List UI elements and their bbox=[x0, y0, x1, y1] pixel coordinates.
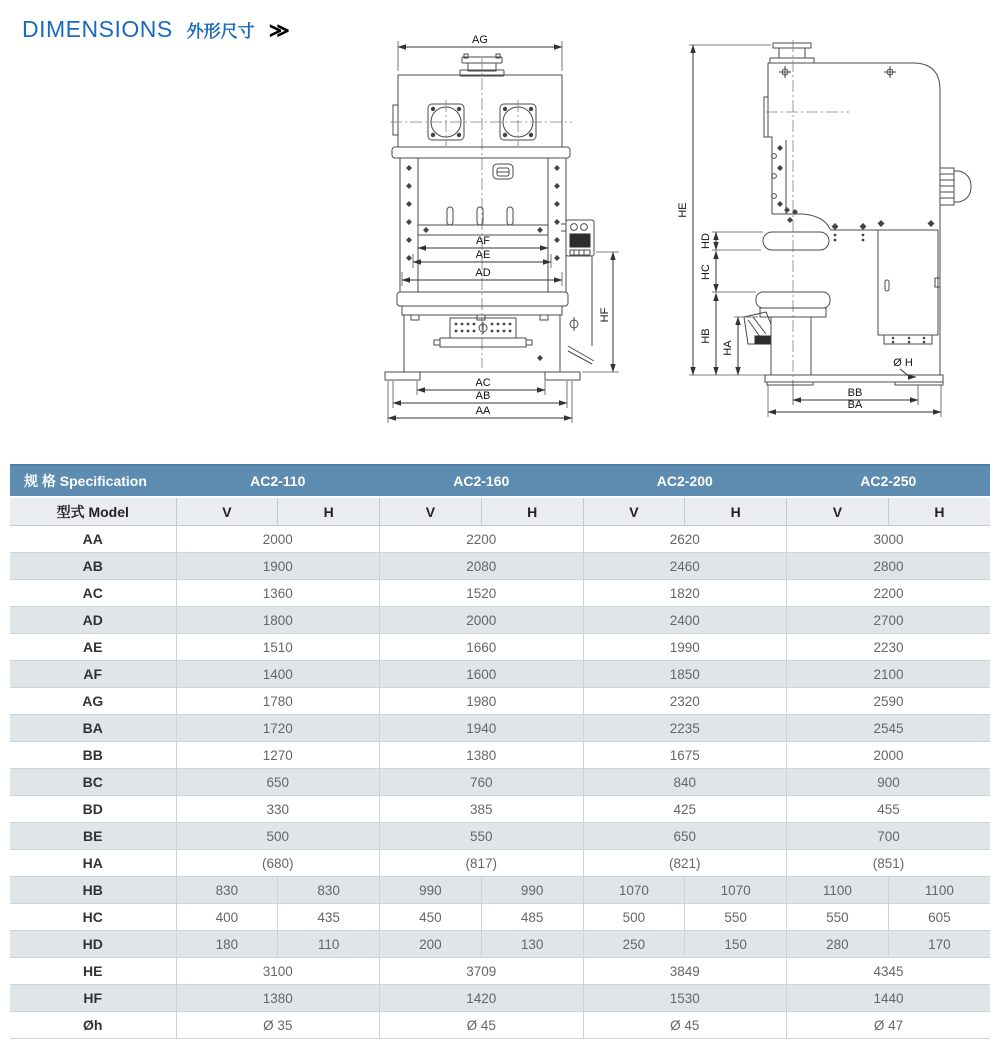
table-header-row bbox=[10, 465, 990, 497]
subcol-h: H bbox=[278, 497, 380, 526]
dimension-value: 180 bbox=[176, 931, 278, 958]
dimension-value: 1675 bbox=[583, 742, 787, 769]
dimension-value: 330 bbox=[176, 796, 380, 823]
dimension-value: 2700 bbox=[787, 607, 991, 634]
dimension-value: 2460 bbox=[583, 553, 787, 580]
dimension-value: 990 bbox=[481, 877, 583, 904]
model-header-3: AC2-200 bbox=[583, 465, 787, 497]
dimension-value: 840 bbox=[583, 769, 787, 796]
dimension-value: 2545 bbox=[787, 715, 991, 742]
table-row bbox=[10, 823, 990, 850]
dimension-value: 3849 bbox=[583, 958, 787, 985]
dimension-value: (680) bbox=[176, 850, 380, 877]
dimension-value: 830 bbox=[176, 877, 278, 904]
table-row bbox=[10, 769, 990, 796]
table-row bbox=[10, 1012, 990, 1039]
dimension-value: 4345 bbox=[787, 958, 991, 985]
dimension-value: 200 bbox=[380, 931, 482, 958]
table-row bbox=[10, 958, 990, 985]
dimension-value: 2230 bbox=[787, 634, 991, 661]
dimension-value: 1800 bbox=[176, 607, 380, 634]
dimension-value: 500 bbox=[583, 904, 685, 931]
table-row bbox=[10, 985, 990, 1012]
dim-label-oh: Ø H bbox=[893, 357, 913, 369]
dimension-value: 1990 bbox=[583, 634, 787, 661]
dimension-value: 2000 bbox=[176, 526, 380, 553]
dimension-value: 455 bbox=[787, 796, 991, 823]
pendant-screen bbox=[570, 234, 590, 247]
dimension-value: 2400 bbox=[583, 607, 787, 634]
dim-label-hf: HF bbox=[599, 307, 611, 323]
table-row bbox=[10, 661, 990, 688]
dimension-code: BD bbox=[10, 796, 176, 823]
subcol-h: H bbox=[888, 497, 990, 526]
dimension-value: 1600 bbox=[380, 661, 584, 688]
dim-label-ad: AD bbox=[475, 267, 491, 279]
dimension-value: 1380 bbox=[380, 742, 584, 769]
dimension-value: 700 bbox=[787, 823, 991, 850]
model-header-1: AC2-110 bbox=[176, 465, 380, 497]
dimension-value: Ø 47 bbox=[787, 1012, 991, 1039]
dimension-code: BE bbox=[10, 823, 176, 850]
dimension-value: 650 bbox=[176, 769, 380, 796]
dim-label-ab: AB bbox=[475, 390, 491, 402]
table-row bbox=[10, 877, 990, 904]
dimension-value: 550 bbox=[787, 904, 889, 931]
dimension-value: 1980 bbox=[380, 688, 584, 715]
dimension-code: AD bbox=[10, 607, 176, 634]
dimension-value: 1380 bbox=[176, 985, 380, 1012]
dim-label-hb: HB bbox=[700, 328, 712, 344]
dimension-value: 1440 bbox=[787, 985, 991, 1012]
dim-label-af: AF bbox=[475, 235, 491, 247]
dimension-value: 385 bbox=[380, 796, 584, 823]
dimension-code: AG bbox=[10, 688, 176, 715]
subcol-v: V bbox=[583, 497, 685, 526]
subcol-v: V bbox=[176, 497, 278, 526]
dimension-value: 900 bbox=[787, 769, 991, 796]
dimension-value: 1070 bbox=[685, 877, 787, 904]
dimension-value: 550 bbox=[380, 823, 584, 850]
table-row bbox=[10, 688, 990, 715]
dimension-code: BA bbox=[10, 715, 176, 742]
dimension-code: AC bbox=[10, 580, 176, 607]
dimension-value: 1820 bbox=[583, 580, 787, 607]
dimension-value: 1070 bbox=[583, 877, 685, 904]
dim-label-hc: HC bbox=[700, 264, 712, 280]
table-row bbox=[10, 904, 990, 931]
dim-label-aa: AA bbox=[475, 405, 491, 417]
dimension-code: HD bbox=[10, 931, 176, 958]
dimension-value: 485 bbox=[481, 904, 583, 931]
table-row bbox=[10, 580, 990, 607]
table-row bbox=[10, 607, 990, 634]
dim-label-he: HE bbox=[677, 202, 689, 218]
table-row bbox=[10, 526, 990, 553]
dimension-value: 1780 bbox=[176, 688, 380, 715]
dimension-code: AB bbox=[10, 553, 176, 580]
motor bbox=[940, 168, 971, 205]
page-subtitle: 外形尺寸 bbox=[186, 22, 255, 41]
dimension-value: 1520 bbox=[380, 580, 584, 607]
dimension-value: 650 bbox=[583, 823, 787, 850]
dimensions-table-body bbox=[10, 526, 990, 1039]
dimension-value: (817) bbox=[380, 850, 584, 877]
side-view-dimensions bbox=[677, 45, 941, 417]
dimension-value: 425 bbox=[583, 796, 787, 823]
dim-label-ag: AG bbox=[472, 34, 488, 46]
table-row bbox=[10, 553, 990, 580]
subcol-v: V bbox=[787, 497, 889, 526]
dimension-value: 2235 bbox=[583, 715, 787, 742]
dimension-value: 500 bbox=[176, 823, 380, 850]
subcol-v: V bbox=[380, 497, 482, 526]
dim-label-ha: HA bbox=[722, 340, 734, 356]
dimension-value: 2800 bbox=[787, 553, 991, 580]
dimension-value: 2590 bbox=[787, 688, 991, 715]
dimension-value: 1270 bbox=[176, 742, 380, 769]
dimension-value: (821) bbox=[583, 850, 787, 877]
gib-bolts bbox=[777, 145, 935, 230]
dim-label-hd: HD bbox=[700, 233, 712, 249]
dimension-code: AA bbox=[10, 526, 176, 553]
dimension-value: 170 bbox=[888, 931, 990, 958]
dimension-value: (851) bbox=[787, 850, 991, 877]
dimension-value: 2200 bbox=[787, 580, 991, 607]
dimension-value: 3100 bbox=[176, 958, 380, 985]
dimension-value: 1940 bbox=[380, 715, 584, 742]
dimension-value: 250 bbox=[583, 931, 685, 958]
spec-header: 规 格 Specification bbox=[10, 465, 176, 497]
table-row bbox=[10, 796, 990, 823]
table-row bbox=[10, 634, 990, 661]
position-marks bbox=[779, 66, 896, 78]
dimension-value: 1530 bbox=[583, 985, 787, 1012]
dimension-code: BB bbox=[10, 742, 176, 769]
dimension-value: Ø 35 bbox=[176, 1012, 380, 1039]
dimension-value: 280 bbox=[787, 931, 889, 958]
model-header-4: AC2-250 bbox=[787, 465, 991, 497]
dimension-code: AE bbox=[10, 634, 176, 661]
dimension-value: 1100 bbox=[888, 877, 990, 904]
dimension-value: 2620 bbox=[583, 526, 787, 553]
dimension-value: 2080 bbox=[380, 553, 584, 580]
model-label: 型式 Model bbox=[10, 497, 176, 526]
subcol-h: H bbox=[685, 497, 787, 526]
dimension-code: HB bbox=[10, 877, 176, 904]
dimension-value: 1900 bbox=[176, 553, 380, 580]
dimension-value: 990 bbox=[380, 877, 482, 904]
dimension-value: 2000 bbox=[787, 742, 991, 769]
dimension-value: 1720 bbox=[176, 715, 380, 742]
page-title: DIMENSIONS bbox=[22, 16, 173, 42]
front-view-drawing bbox=[352, 28, 662, 448]
dimension-value: Ø 45 bbox=[583, 1012, 787, 1039]
technical-drawings bbox=[0, 0, 1000, 455]
dimension-value: 1420 bbox=[380, 985, 584, 1012]
front-view-dimensions bbox=[388, 34, 619, 423]
dimension-value: 1360 bbox=[176, 580, 380, 607]
dimension-value: 130 bbox=[481, 931, 583, 958]
dimension-code: HC bbox=[10, 904, 176, 931]
dim-label-ba: BA bbox=[847, 399, 863, 411]
dimension-value: 1400 bbox=[176, 661, 380, 688]
dimension-value: 150 bbox=[685, 931, 787, 958]
dimension-code: HE bbox=[10, 958, 176, 985]
dimension-code: HF bbox=[10, 985, 176, 1012]
dimension-value: 450 bbox=[380, 904, 482, 931]
table-row bbox=[10, 850, 990, 877]
dimension-value: 2200 bbox=[380, 526, 584, 553]
dimension-value: 435 bbox=[278, 904, 380, 931]
dimension-value: 2100 bbox=[787, 661, 991, 688]
table-row bbox=[10, 931, 990, 958]
subcol-h: H bbox=[481, 497, 583, 526]
dimension-value: 110 bbox=[278, 931, 380, 958]
dim-label-ae: AE bbox=[475, 249, 491, 261]
dimension-value: 400 bbox=[176, 904, 278, 931]
model-header-2: AC2-160 bbox=[380, 465, 584, 497]
dimension-value: 1850 bbox=[583, 661, 787, 688]
dimension-value: 2000 bbox=[380, 607, 584, 634]
dimension-value: 2320 bbox=[583, 688, 787, 715]
dimension-code: BC bbox=[10, 769, 176, 796]
table-row bbox=[10, 715, 990, 742]
dimension-code: HA bbox=[10, 850, 176, 877]
table-row bbox=[10, 742, 990, 769]
dimension-code: Øh bbox=[10, 1012, 176, 1039]
dimension-value: 550 bbox=[685, 904, 787, 931]
dimension-value: 1100 bbox=[787, 877, 889, 904]
dimension-value: 830 bbox=[278, 877, 380, 904]
dim-label-ac: AC bbox=[475, 377, 491, 389]
dimension-value: 1660 bbox=[380, 634, 584, 661]
dim-label-bb: BB bbox=[847, 387, 863, 399]
dimension-value: 1510 bbox=[176, 634, 380, 661]
side-view-drawing bbox=[653, 28, 998, 448]
table-subheader-row bbox=[10, 497, 990, 526]
dimension-value: Ø 45 bbox=[380, 1012, 584, 1039]
dimension-code: AF bbox=[10, 661, 176, 688]
dimension-value: 760 bbox=[380, 769, 584, 796]
dimensions-table bbox=[10, 464, 990, 1039]
control-cabinet bbox=[878, 230, 940, 344]
dimension-value: 605 bbox=[888, 904, 990, 931]
dimension-value: 3000 bbox=[787, 526, 991, 553]
dimension-value: 3709 bbox=[380, 958, 584, 985]
double-chevron-icon: ≫ bbox=[268, 20, 290, 42]
